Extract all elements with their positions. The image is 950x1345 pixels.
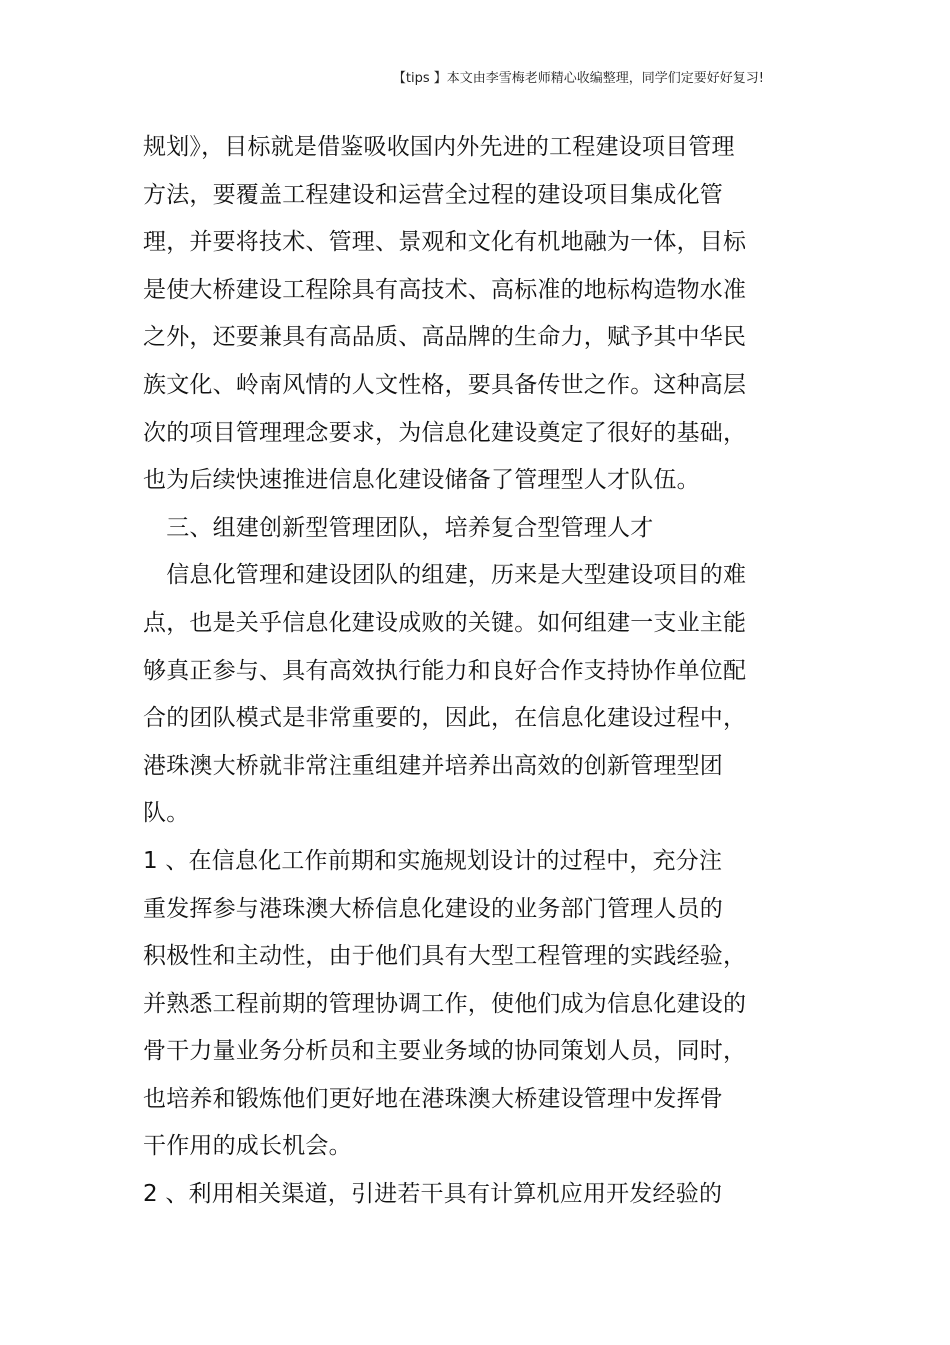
text-line: 是使大桥建设工程除具有高技术、高标准的地标构造物水准 bbox=[143, 276, 747, 303]
text-line: 也为后续快速推进信息化建设储备了管理型人才队伍。 bbox=[143, 467, 700, 494]
text-line: 之外，还要兼具有高品质、高品牌的生命力，赋予其中华民 bbox=[143, 324, 747, 351]
text-line: 队。 bbox=[143, 800, 190, 827]
text-line: 并熟悉工程前期的管理协调工作，使他们成为信息化建设的 bbox=[143, 990, 747, 1017]
text-line: 干作用的成长机会。 bbox=[143, 1133, 352, 1160]
text-line: 族文化、岭南风情的人文性格，要具备传世之作。这种高层 bbox=[143, 371, 747, 398]
list-item-1-line: 1 、在信息化工作前期和实施规划设计的过程中，充分注 bbox=[143, 847, 723, 874]
text-line: 积极性和主动性，由于他们具有大型工程管理的实践经验， bbox=[143, 943, 747, 970]
list-item-2-line: 2 、利用相关渠道，引进若干具有计算机应用开发经验的 bbox=[143, 1181, 723, 1208]
text-line: 信息化管理和建设团队的组建，历来是大型建设项目的难 bbox=[143, 562, 747, 589]
text-line: 规划》，目标就是借鉴吸收国内外先进的工程建设项目管理 bbox=[143, 134, 735, 160]
text-line: 方法，要覆盖工程建设和运营全过程的建设项目集成化管 bbox=[143, 181, 723, 208]
section-heading: 三、组建创新型管理团队，培养复合型管理人才 bbox=[143, 514, 654, 541]
text-line: 点，也是关乎信息化建设成败的关键。如何组建一支业主能 bbox=[143, 609, 747, 636]
text-line: 够真正参与、具有高效执行能力和良好合作支持协作单位配 bbox=[143, 657, 747, 684]
text-line: 骨干力量业务分析员和主要业务域的协同策划人员，同时， bbox=[143, 1038, 747, 1065]
header-tip: 【tips 】本文由李雪梅老师精心收编整理，同学们定要好好复习! bbox=[392, 71, 764, 86]
text-line: 也培养和锻炼他们更好地在港珠澳大桥建设管理中发挥骨 bbox=[143, 1085, 723, 1112]
text-line: 理，并要将技术、管理、景观和文化有机地融为一体，目标 bbox=[143, 229, 747, 256]
text-line: 重发挥参与港珠澳大桥信息化建设的业务部门管理人员的 bbox=[143, 895, 723, 922]
text-line: 合的团队模式是非常重要的，因此，在信息化建设过程中， bbox=[143, 705, 747, 732]
text-line: 港珠澳大桥就非常注重组建并培养出高效的创新管理型团 bbox=[143, 752, 723, 779]
text-line: 次的项目管理理念要求，为信息化建设奠定了很好的基础， bbox=[143, 419, 747, 446]
document-body bbox=[143, 124, 747, 1219]
